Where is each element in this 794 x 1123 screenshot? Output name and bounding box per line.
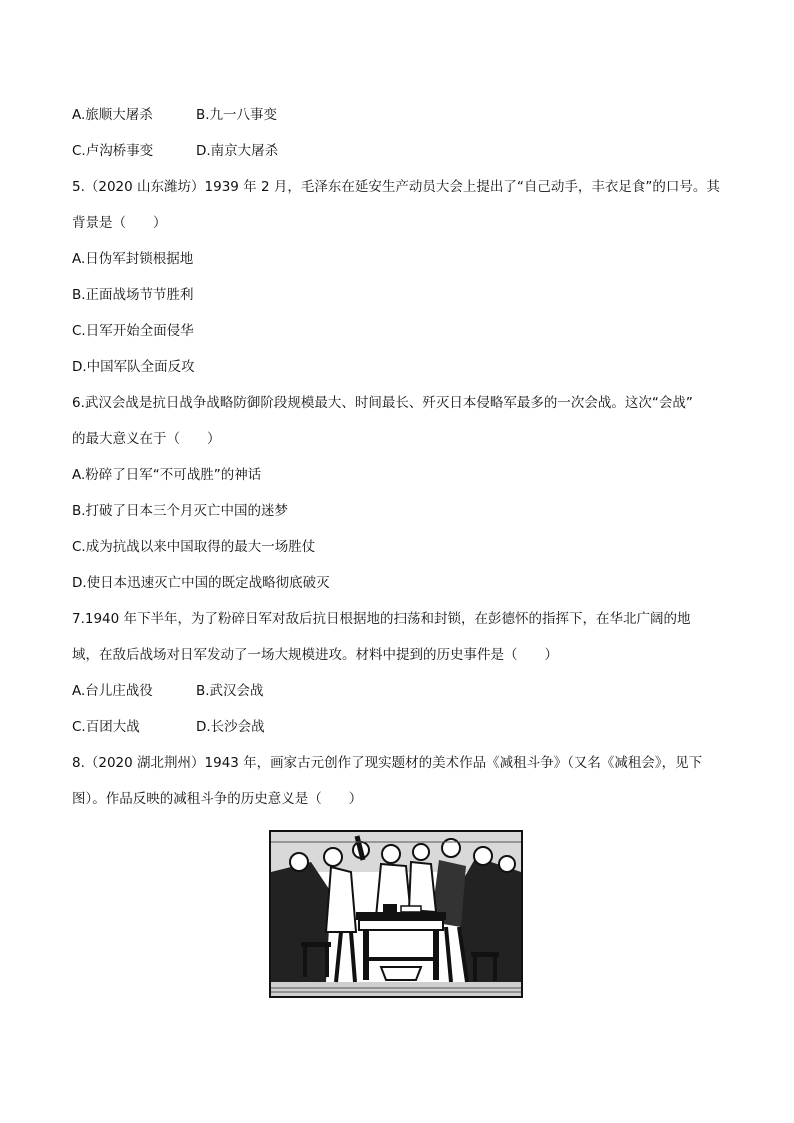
q7-option-c: C.百团大战 <box>72 719 140 735</box>
q6-option-d: D.使日本迅速灭亡中国的既定战略彻底破灭 <box>72 575 330 591</box>
q7-option-b: B.武汉会战 <box>196 683 264 699</box>
q6-stem-line1: 6.武汉会战是抗日战争战略防御阶段规模最大、时间最长、歼灭日本侵略军最多的一次会战。这次“会战” <box>72 395 693 411</box>
q6-stem-line2: 的最大意义在于（ ） <box>72 431 221 447</box>
q5-stem-line1: 5.（2020 山东潍坊）1939 年 2 月，毛泽东在延安生产动员大会上提出了“自己动手，丰衣足食”的口号。其 <box>72 179 720 195</box>
q4-option-a: A.旅顺大屠杀 <box>72 107 153 123</box>
woodcut-scene <box>271 832 521 996</box>
q7-option-a: A.台儿庄战役 <box>72 683 153 699</box>
q6-option-c: C.成为抗战以来中国取得的最大一场胜仗 <box>72 539 316 555</box>
q5-option-a: A.日伪军封锁根据地 <box>72 251 194 267</box>
q5-option-b: B.正面战场节节胜利 <box>72 287 194 303</box>
q7-stem-line2: 域，在敌后战场对日军发动了一场大规模进攻。材料中提到的历史事件是（ ） <box>72 647 558 663</box>
q8-stem-line2: 图）。作品反映的减租斗争的历史意义是（ ） <box>72 791 363 807</box>
q6-option-a: A.粉碎了日军“不可战胜”的神话 <box>72 467 262 483</box>
q4-option-c: C.卢沟桥事变 <box>72 143 154 159</box>
woodcut-illustration <box>269 830 523 998</box>
q8-stem-line1: 8.（2020 湖北荆州）1943 年，画家古元创作了现实题材的美术作品《减租斗争》（又名《减租会》，见下 <box>72 755 703 771</box>
q4-option-d: D.南京大屠杀 <box>196 143 279 159</box>
q5-option-c: C.日军开始全面侵华 <box>72 323 194 339</box>
q7-stem-line1: 7.1940 年下半年，为了粉碎日军对敌后抗日根据地的扫荡和封锁，在彭德怀的指挥下，在华北广阔的地 <box>72 611 691 627</box>
q6-option-b: B.打破了日本三个月灭亡中国的迷梦 <box>72 503 289 519</box>
q5-option-d: D.中国军队全面反攻 <box>72 359 195 375</box>
q4-option-b: B.九一八事变 <box>196 107 278 123</box>
q5-stem-line2: 背景是（ ） <box>72 215 167 231</box>
q7-option-d: D.长沙会战 <box>196 719 265 735</box>
